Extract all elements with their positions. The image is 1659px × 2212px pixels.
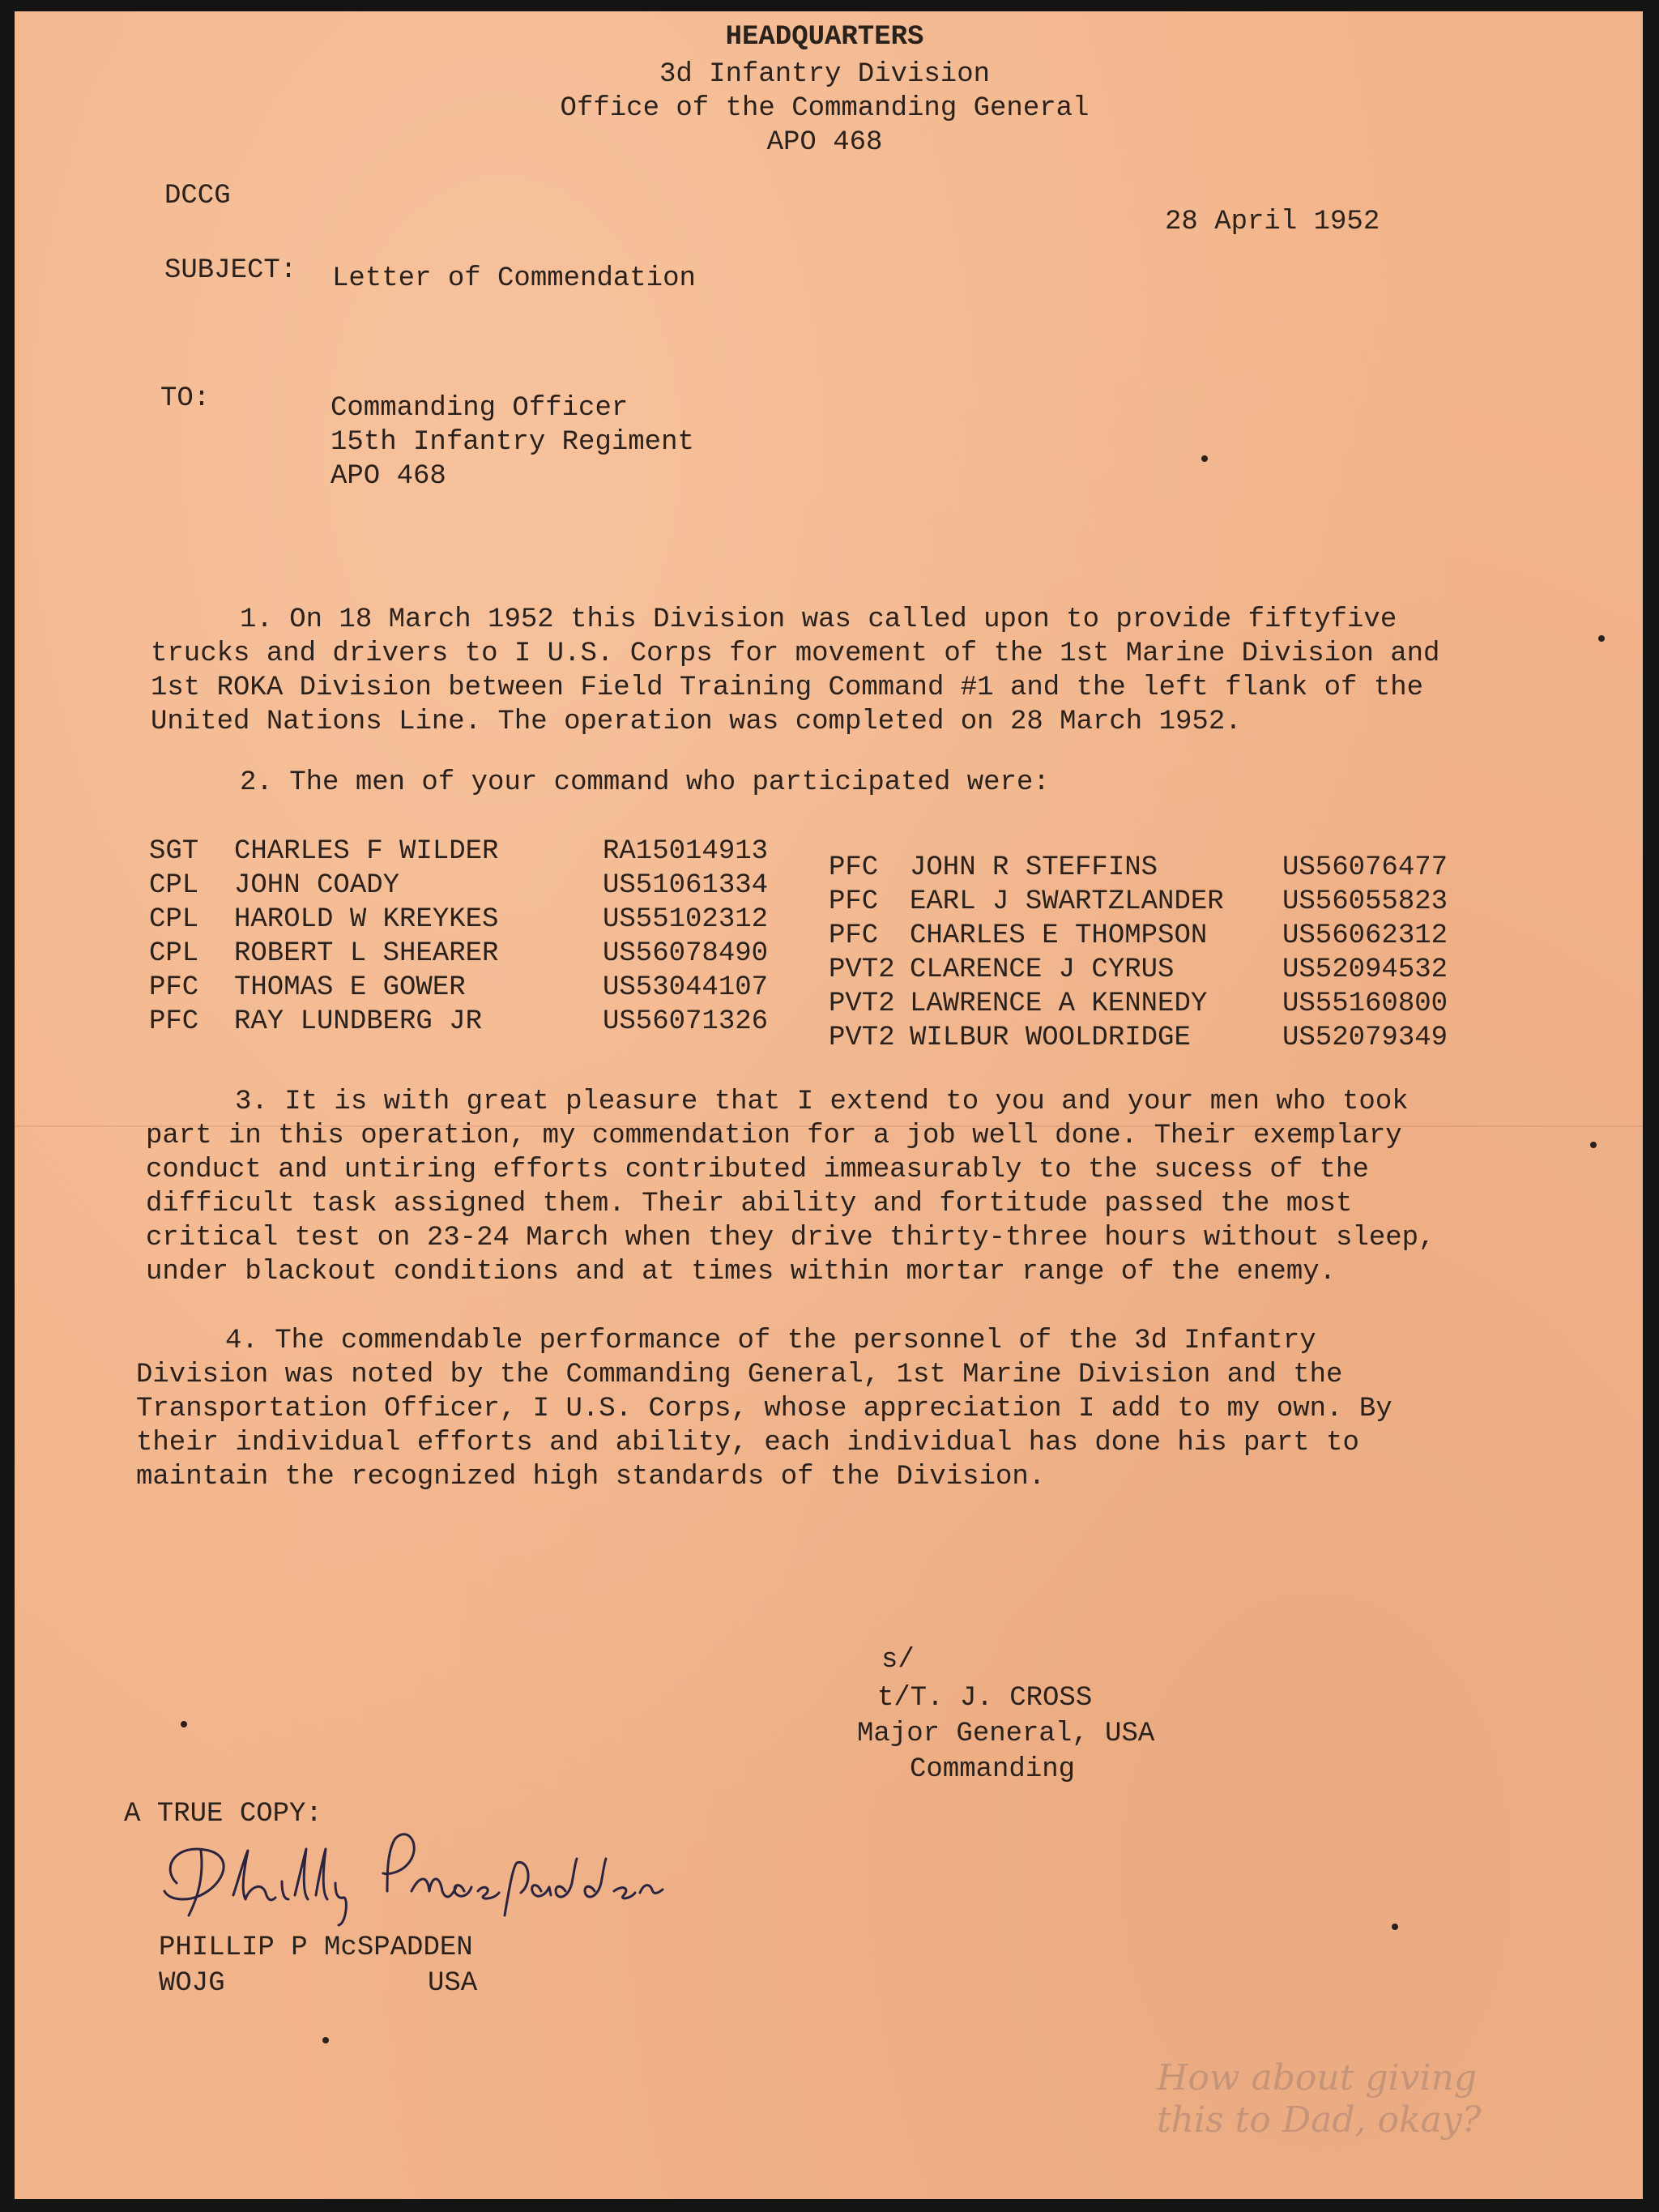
to-line-1: Commanding Officer — [331, 393, 629, 424]
personnel-rank: PFC — [149, 1006, 199, 1037]
personnel-name: EARL J SWARTZLANDER — [910, 886, 1224, 917]
to-line-2: 15th Infantry Regiment — [331, 427, 694, 458]
personnel-name: JOHN R STEFFINS — [910, 852, 1158, 883]
true-copy-branch: USA — [428, 1968, 478, 1999]
personnel-serial: US55102312 — [603, 904, 769, 935]
personnel-serial: US56055823 — [1282, 886, 1448, 917]
signer-title: Major General, USA — [857, 1719, 1155, 1749]
personnel-name: CHARLES F WILDER — [234, 836, 499, 867]
personnel-name: THOMAS E GOWER — [234, 972, 466, 1003]
ink-speck — [1598, 635, 1605, 642]
letter-date: 28 April 1952 — [1165, 207, 1380, 237]
pencil-note-line-1: How about giving — [1157, 2057, 1478, 2099]
ink-speck — [181, 1721, 187, 1727]
signature-mark: s/ — [881, 1645, 915, 1676]
signer-role: Commanding — [910, 1754, 1076, 1785]
ink-speck — [1590, 1142, 1597, 1148]
personnel-rank: SGT — [149, 836, 199, 867]
personnel-name: CLARENCE J CYRUS — [910, 954, 1175, 985]
true-copy-label: A TRUE COPY: — [124, 1799, 322, 1830]
personnel-rank: CPL — [149, 870, 199, 901]
personnel-serial: US51061334 — [603, 870, 769, 901]
personnel-rank: CPL — [149, 904, 199, 935]
paragraph-3: 3. It is with great pleasure that I extend to you and your men who took part in this operation, my commendation for a job well done. Their exemplary conduct and untiring efforts contributed immeasurably to the sucess of the difficult task assigned them. Their ability and fortitude passed the most critical test on 23-24 March when they drive thirty-three hours without sleep, under blackout conditions and at times within mortar range of the enemy. — [146, 1087, 1435, 1287]
letterhead-division: 3d Infantry Division — [659, 59, 991, 90]
personnel-serial: US56078490 — [603, 938, 769, 969]
personnel-serial: US56071326 — [603, 1006, 769, 1037]
personnel-serial: US52079349 — [1282, 1023, 1448, 1053]
personnel-serial: US56076477 — [1282, 852, 1448, 883]
to-line-3: APO 468 — [331, 461, 446, 492]
letterhead-apo: APO 468 — [766, 127, 883, 158]
letter-page — [15, 11, 1643, 2199]
paragraph-1: 1. On 18 March 1952 this Division was called upon to provide fiftyfive trucks and drivers to I U.S. Corps for movement of the 1st Marine Division and 1st ROKA Division between Field Training Command #1 and the left flank of the United Nations Line. The operation was completed on 28 March 1952. — [151, 604, 1440, 737]
personnel-serial: US52094532 — [1282, 954, 1448, 985]
ink-speck — [1201, 455, 1208, 462]
personnel-rank: PVT2 — [829, 954, 895, 985]
to-label: TO: — [160, 383, 211, 414]
reference-code: DCCG — [164, 181, 231, 211]
personnel-name: LAWRENCE A KENNEDY — [910, 989, 1208, 1019]
personnel-name: CHARLES E THOMPSON — [910, 920, 1208, 951]
personnel-serial: US56062312 — [1282, 920, 1448, 951]
personnel-rank: PFC — [829, 920, 879, 951]
personnel-name: WILBUR WOOLDRIDGE — [910, 1023, 1191, 1053]
personnel-rank: PFC — [829, 852, 879, 883]
paragraph-4: 4. The commendable performance of the personnel of the 3d Infantry Division was noted by the Commanding General, 1st Marine Division and the Transportation Officer, I U.S. Corps, whose appreciation I add to my own. By their individual efforts and ability, each individual has done his part to maintain the recognized high standards of the Division. — [136, 1326, 1392, 1492]
personnel-rank: PFC — [149, 972, 199, 1003]
personnel-rank: PVT2 — [829, 989, 895, 1019]
personnel-name: RAY LUNDBERG JR — [234, 1006, 483, 1037]
paragraph-2: 2. The men of your command who participated were: — [240, 767, 1050, 798]
personnel-rank: PVT2 — [829, 1023, 895, 1053]
ink-speck — [1392, 1924, 1398, 1930]
true-copy-rank: WOJG — [159, 1968, 225, 1999]
pencil-note-line-2: this to Dad, okay? — [1157, 2099, 1482, 2141]
personnel-name: HAROLD W KREYKES — [234, 904, 499, 935]
subject-text: Letter of Commendation — [332, 263, 696, 294]
personnel-name: ROBERT L SHEARER — [234, 938, 499, 969]
personnel-rank: PFC — [829, 886, 879, 917]
personnel-name: JOHN COADY — [234, 870, 400, 901]
ink-speck — [322, 2037, 329, 2043]
letterhead-title: HEADQUARTERS — [725, 22, 924, 53]
personnel-serial: US55160800 — [1282, 989, 1448, 1019]
personnel-rank: CPL — [149, 938, 199, 969]
personnel-serial: RA15014913 — [603, 836, 769, 867]
letterhead-office: Office of the Commanding General — [560, 93, 1090, 124]
true-copy-name: PHILLIP P McSPADDEN — [159, 1932, 473, 1963]
personnel-serial: US53044107 — [603, 972, 769, 1003]
handwritten-signature — [144, 1818, 760, 1932]
signer-name: t/T. J. CROSS — [877, 1683, 1093, 1714]
subject-label: SUBJECT: — [164, 255, 297, 286]
